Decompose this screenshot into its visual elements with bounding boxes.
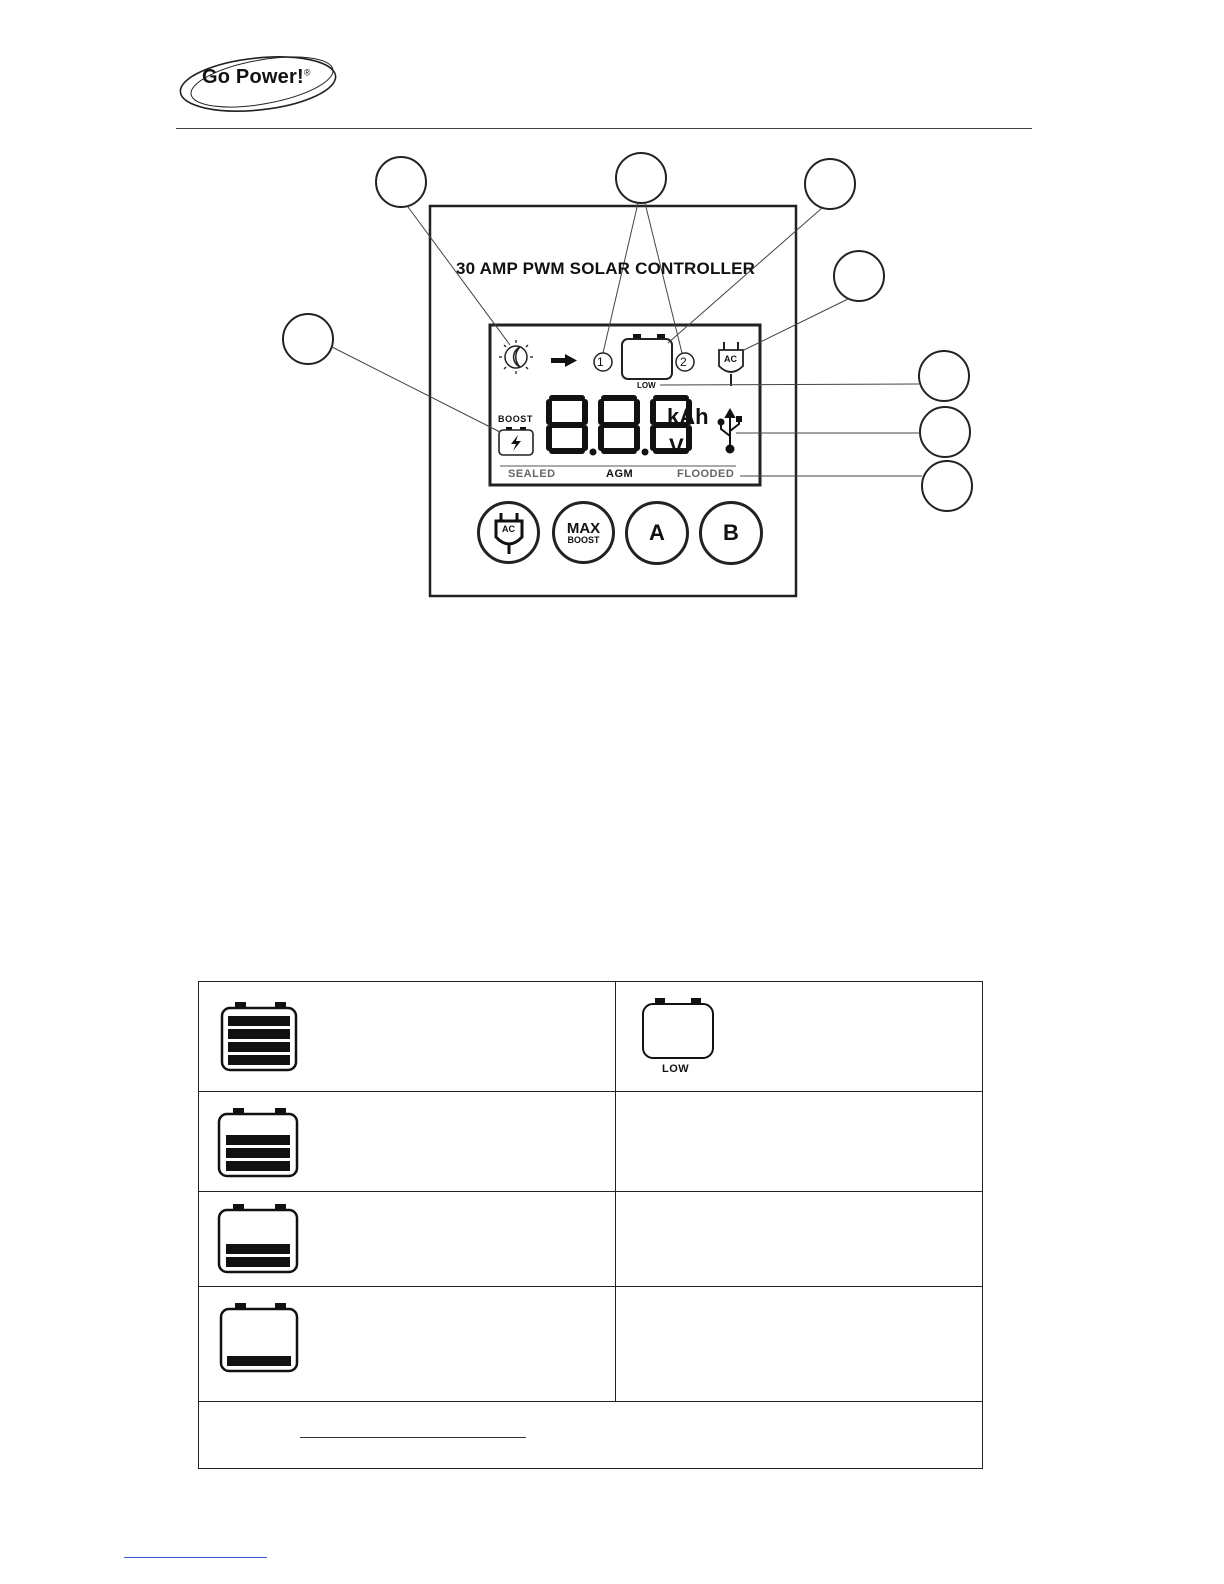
callout-2 (616, 153, 666, 203)
max-boost-top-label: MAX (566, 519, 601, 537)
battery-3-bars-icon (216, 1106, 300, 1178)
legend-cell (199, 982, 616, 1092)
callout-6 (919, 351, 969, 401)
legend-cell (616, 982, 983, 1092)
battery-type-agm: AGM (606, 468, 634, 480)
charge-arrow-icon (551, 354, 577, 367)
page-link-underline[interactable] (124, 1557, 267, 1558)
battery-2-bars-icon (216, 1202, 300, 1274)
panel-title: 30 AMP PWM SOLAR CONTROLLER (456, 259, 756, 278)
lcd-ac-label: AC (724, 354, 737, 364)
legend-footer-cell (199, 1402, 983, 1469)
callout-5 (283, 314, 333, 364)
max-boost-button[interactable] (552, 501, 615, 564)
legend-cell (199, 1092, 616, 1192)
battery-legend-table (198, 981, 983, 1469)
footer-underline (300, 1437, 526, 1438)
callout-1 (376, 157, 426, 207)
max-boost-bottom-label: BOOST (567, 534, 600, 545)
legend-cell (616, 1192, 983, 1287)
legend-cell (616, 1287, 983, 1402)
battery-4-bars-icon (219, 1000, 299, 1072)
logo-wordmark: Go Power!® (202, 66, 311, 88)
b-button[interactable]: B (699, 501, 763, 565)
callout-3 (805, 159, 855, 209)
lcd-screen (490, 325, 760, 485)
legend-footer-row (199, 1402, 983, 1469)
battery-low-icon (640, 996, 716, 1060)
callout-8 (922, 461, 972, 511)
day-night-icon (499, 340, 533, 374)
callout-7 (920, 407, 970, 457)
ac-button[interactable] (477, 501, 540, 564)
battery-type-flooded: FLOODED (677, 468, 735, 480)
digit-1 (549, 398, 585, 451)
legend-cell (199, 1192, 616, 1287)
legend-row (199, 1287, 983, 1402)
ac-button-label: AC (502, 524, 515, 534)
unit-kah: kAh (667, 404, 709, 429)
source-2-label: 2 (680, 355, 687, 369)
lcd-ac-plug-icon (719, 342, 743, 386)
lcd-low-label: LOW (637, 381, 656, 390)
battery-type-sealed: SEALED (508, 468, 556, 480)
legend-row (199, 1192, 983, 1287)
legend-row (199, 982, 983, 1092)
digit-2 (601, 398, 637, 451)
legend-row (199, 1092, 983, 1192)
boost-label: BOOST (498, 414, 534, 424)
lcd-battery-icon (622, 334, 672, 379)
legend-cell (616, 1092, 983, 1192)
decimal-point-1 (590, 449, 597, 456)
battery-1-bar-icon (218, 1301, 300, 1373)
unit-v: V (669, 434, 684, 459)
callout-4 (834, 251, 884, 301)
lcd-boost-battery-icon (499, 427, 533, 455)
a-button[interactable]: A (625, 501, 689, 565)
usb-icon (719, 410, 742, 453)
decimal-point-2 (642, 449, 649, 456)
source-1-label: 1 (597, 355, 604, 369)
legend-cell (199, 1287, 616, 1402)
battery-low-label: LOW (662, 1063, 690, 1075)
